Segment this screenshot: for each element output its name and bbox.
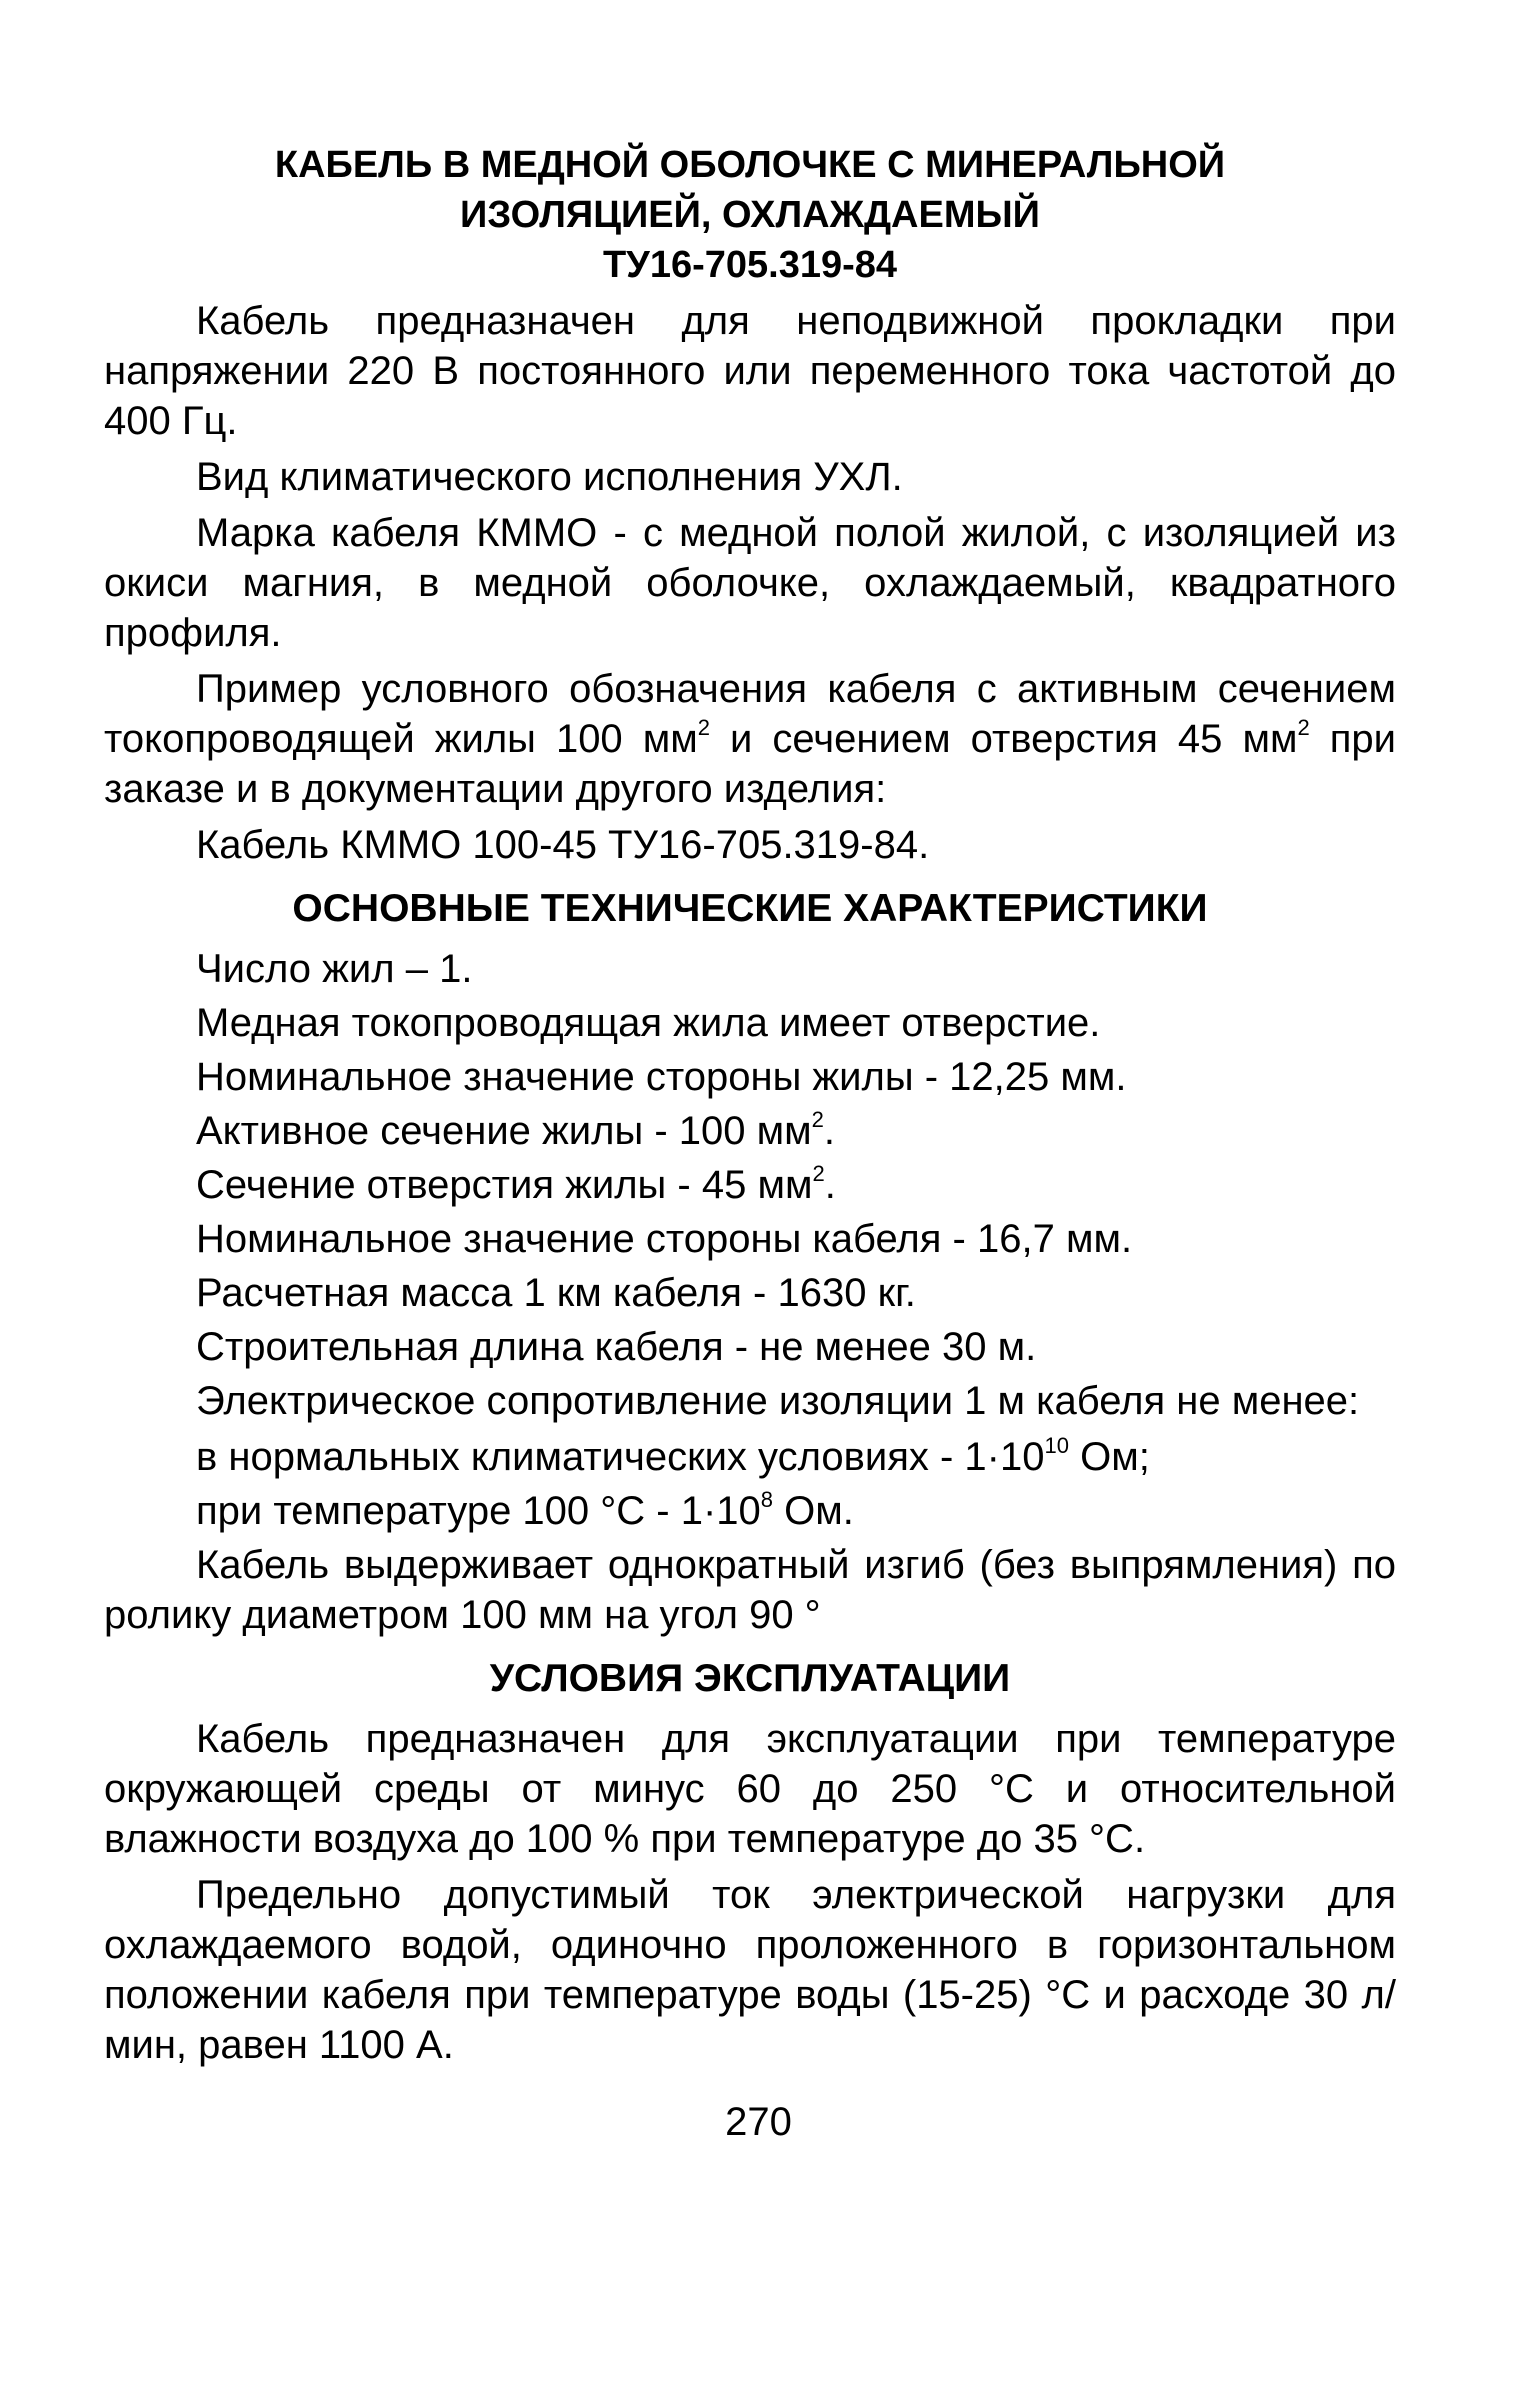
specs-heading: ОСНОВНЫЕ ТЕХНИЧЕСКИЕ ХАРАКТЕРИСТИКИ xyxy=(292,887,1208,930)
spec-resistance-normal xyxy=(104,1432,1396,1482)
purpose-paragraph: Кабель предназначен для неподвижной прокладки при напряжении 220 В постоянного или переменного тока частотой до 400 Гц. xyxy=(104,299,1396,443)
active-section-text: Активное сечение жилы - 100 мм xyxy=(196,1109,812,1153)
example-paragraph xyxy=(104,664,1396,814)
res-normal-text: в нормальных климатических условиях - 1·10 xyxy=(196,1435,1045,1479)
spec-bend: Кабель выдерживает однократный изгиб (без выпрямления) по ролику диаметром 100 мм на угол 90 ° xyxy=(104,1543,1396,1637)
active-section-superscript: 2 xyxy=(811,1107,824,1132)
spec-resistance: Электрическое сопротивление изоляции 1 м кабеля не менее: xyxy=(196,1379,1360,1423)
spec-active-section xyxy=(104,1106,1396,1156)
res-hot-unit: Ом. xyxy=(773,1489,854,1533)
hole-section-text: Сечение отверстия жилы - 45 мм xyxy=(196,1163,813,1207)
conditions-current: Предельно допустимый ток электрической нагрузки для охлаждаемого водой, одиночно проложенного в горизонтальном положении кабеля при температуре воды (15-25) °С и расходе 30 л/мин, равен 1100 А. xyxy=(104,1873,1396,2067)
spec-cable-side: Номинальное значение стороны кабеля - 16,7 мм. xyxy=(196,1217,1133,1261)
designation-paragraph: Кабель КММО 100-45 ТУ16-705.319-84. xyxy=(196,823,930,867)
title-line-1: КАБЕЛЬ В МЕДНОЙ ОБОЛОЧКЕ С МИНЕРАЛЬНОЙ xyxy=(274,144,1226,186)
hole-section-end: . xyxy=(824,1163,836,1207)
document-page xyxy=(104,140,1396,2076)
res-normal-exponent: 10 xyxy=(1044,1433,1069,1458)
title-line-2: ИЗОЛЯЦИЕЙ, ОХЛАЖДАЕМЫЙ xyxy=(460,194,1040,236)
spec-resistance-hot xyxy=(104,1486,1396,1536)
active-section-end: . xyxy=(823,1109,835,1153)
spec-cores: Число жил – 1. xyxy=(196,947,473,991)
conditions-heading: УСЛОВИЯ ЭКСПЛУАТАЦИИ xyxy=(489,1657,1011,1700)
spec-mass: Расчетная масса 1 км кабеля - 1630 кг. xyxy=(196,1271,916,1315)
example-text-a: Пример условного обозначения кабеля с активным сечением токопроводящей жилы 100 мм xyxy=(104,667,1396,761)
title-line-3: ТУ16-705.319-84 xyxy=(602,244,898,286)
climate-paragraph: Вид климатического исполнения УХЛ. xyxy=(196,455,903,499)
spec-length: Строительная длина кабеля - не менее 30 м. xyxy=(196,1325,1037,1369)
title-block xyxy=(104,140,1396,290)
example-superscript-2: 2 xyxy=(1297,715,1310,740)
page-number: 270 xyxy=(725,2100,792,2144)
hole-section-superscript: 2 xyxy=(812,1161,825,1186)
example-text-b: и сечением отверстия 45 мм xyxy=(709,717,1298,761)
spec-hollow-core: Медная токопроводящая жила имеет отверстие. xyxy=(196,1001,1101,1045)
res-hot-exponent: 8 xyxy=(760,1487,774,1512)
brand-paragraph: Марка кабеля КММО - с медной полой жилой, с изоляцией из окиси магния, в медной оболочке, охлаждаемый, квадратного профиля. xyxy=(104,511,1396,655)
res-hot-text: при температуре 100 °С - 1·10 xyxy=(196,1489,761,1533)
conditions-environment: Кабель предназначен для эксплуатации при температуре окружающей среды от минус 60 до 250 °С и относительной влажности воздуха до 100 % при температуре до 35 °С. xyxy=(104,1717,1396,1861)
example-text-c: при заказе и в документации другого изделия: xyxy=(104,717,1397,811)
example-superscript-1: 2 xyxy=(697,715,710,740)
spec-core-side: Номинальное значение стороны жилы - 12,25 мм. xyxy=(196,1055,1127,1099)
res-normal-unit: Ом; xyxy=(1068,1435,1150,1479)
spec-hole-section xyxy=(104,1160,1396,1210)
